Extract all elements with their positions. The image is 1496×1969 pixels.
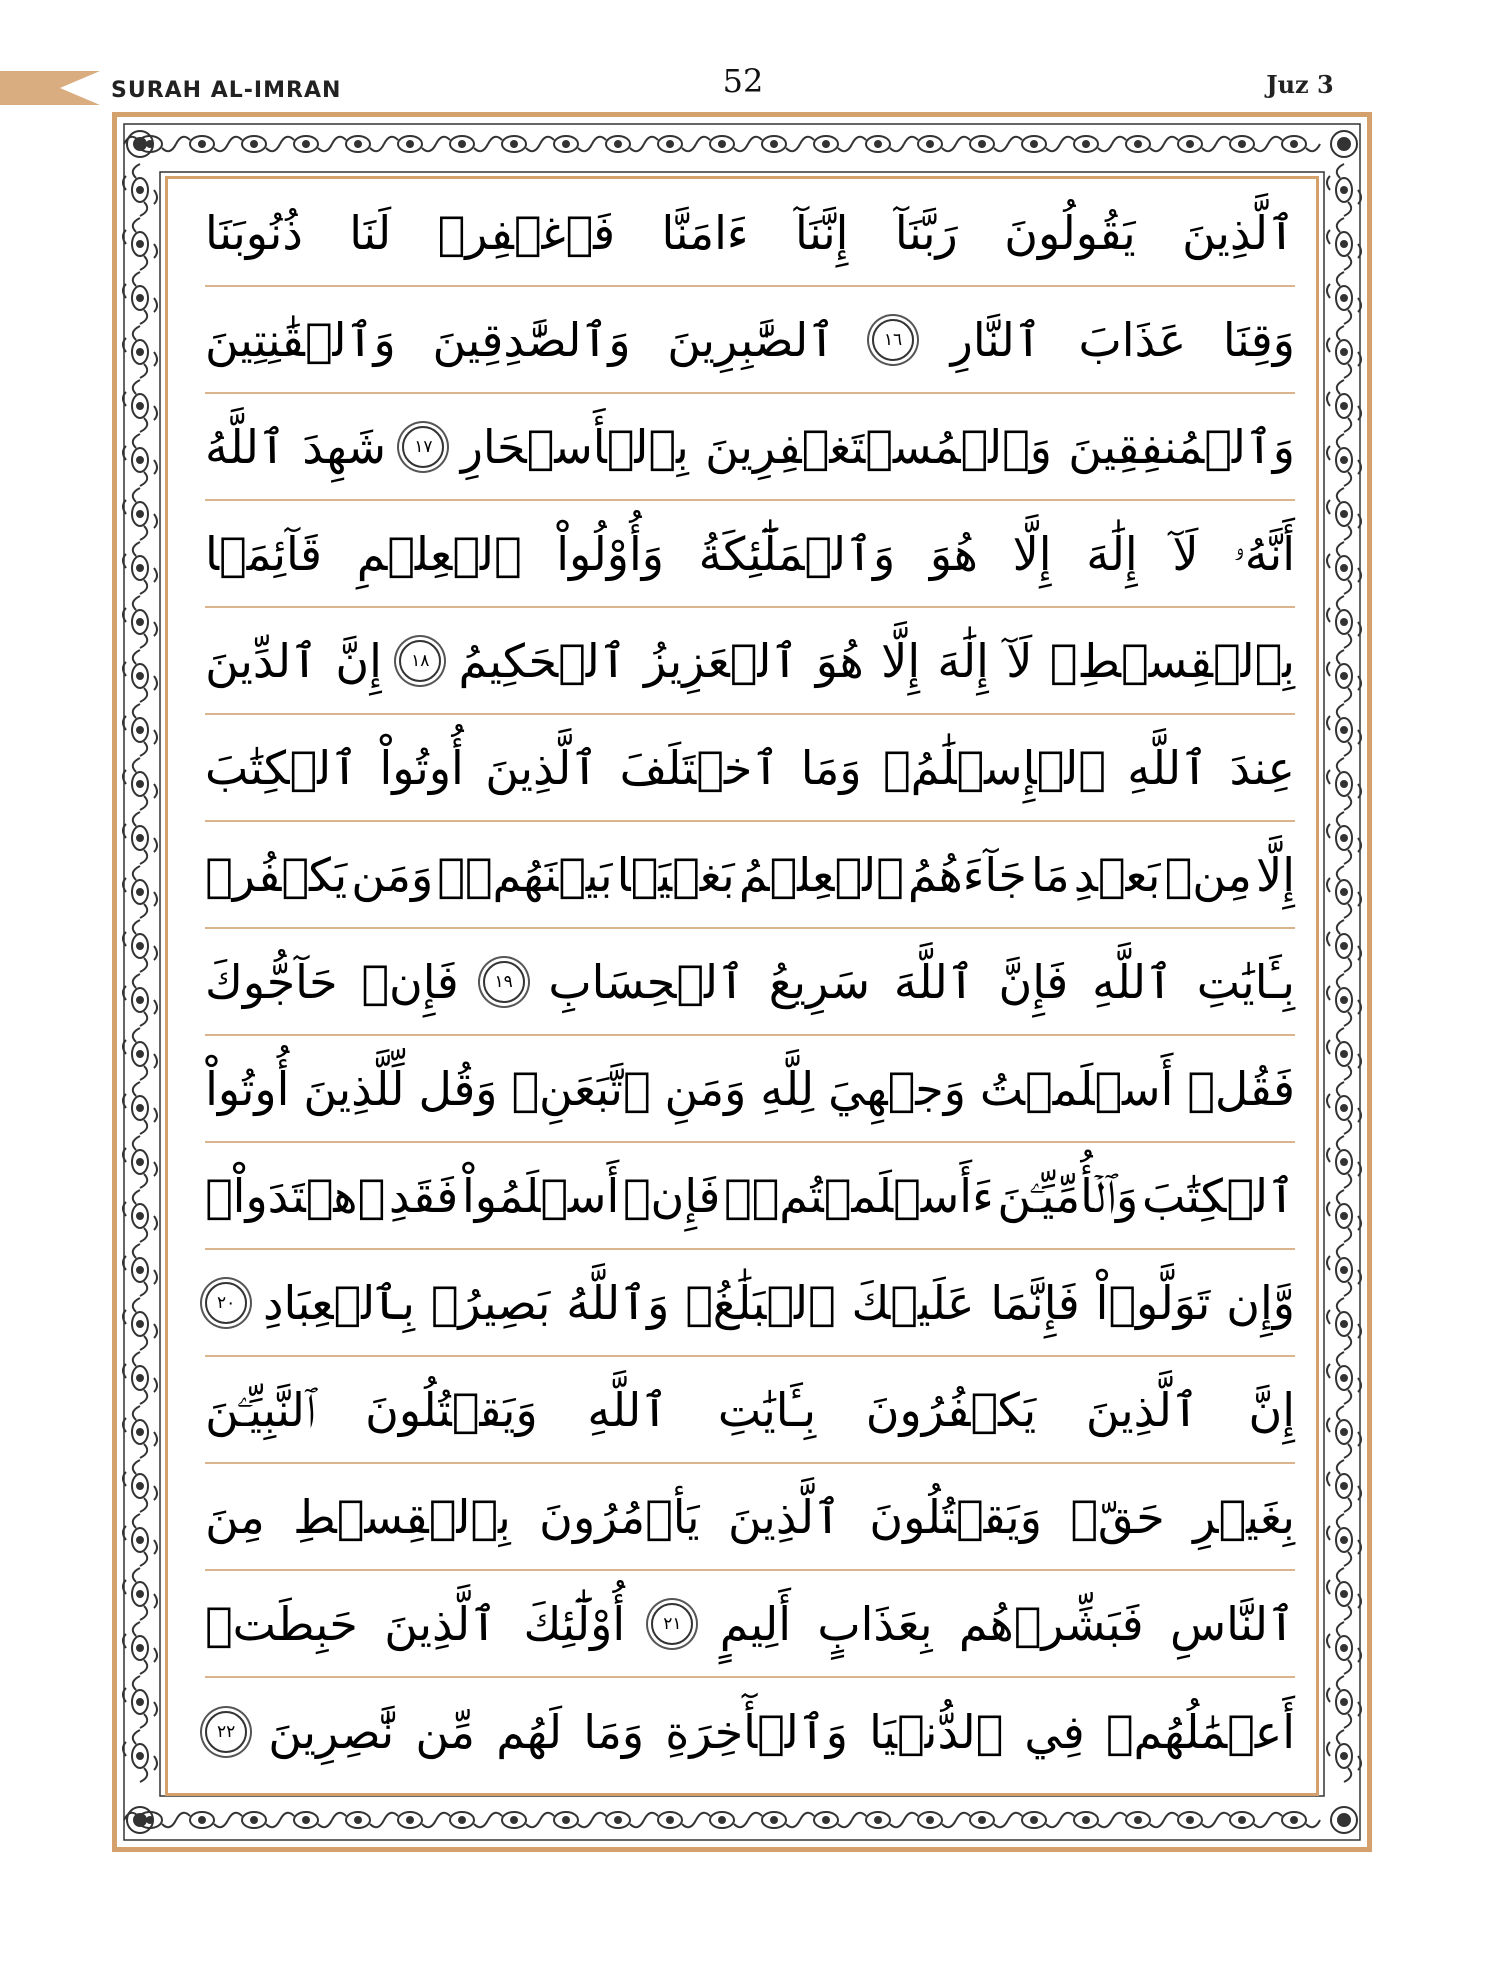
arabic-word: أَنَّهُۥ: [1233, 526, 1295, 581]
arabic-word: إِلَّا: [1255, 847, 1295, 902]
arabic-word: هُوَ: [929, 526, 978, 581]
juz-label: Juz 3: [1266, 70, 1334, 99]
arabic-word: ءَأَسۡلَمۡتُمۡۚ: [724, 1168, 994, 1223]
arabic-word: وَمَا: [800, 740, 862, 795]
text-line-2: [205, 287, 1295, 394]
arabic-word: ٱلنَّبِيِّـۧنَ: [205, 1382, 316, 1437]
text-line-13: [205, 1464, 1295, 1571]
arabic-word: ٱلَّذِينَ: [384, 1596, 498, 1651]
arabic-word: شَهِدَ: [302, 419, 387, 474]
text-line-11: [205, 1250, 1295, 1357]
arabic-word: ٱلۡكِتَٰبَ: [1141, 1168, 1295, 1223]
arabic-word: حَآجُّوكَ: [205, 954, 338, 1009]
text-line-1: [205, 180, 1295, 287]
arabic-word: فِي: [1024, 1704, 1085, 1759]
arabic-word: بِٱلۡأَسۡحَارِ: [460, 419, 689, 474]
text-line-9: [205, 1036, 1295, 1143]
arabic-word: عِندَ: [1229, 740, 1295, 795]
arabic-word: ٱللَّهِ: [1127, 740, 1209, 795]
arabic-word: ٱلۡإِسۡلَٰمُۗ: [883, 740, 1106, 795]
arabic-word: أُوتُواْ: [379, 740, 464, 795]
arabic-word: إِلَٰهَ: [1086, 526, 1138, 581]
ayah-number-marker: ١٧: [402, 426, 444, 468]
arabic-word: ٱلۡعِلۡمُ: [738, 847, 904, 902]
arabic-word: وَأُوْلُواْ: [556, 526, 664, 581]
arabic-word: ٱلۡعَزِيزُ: [644, 633, 799, 688]
arabic-word: ٱلدُّنۡيَا: [869, 1704, 1004, 1759]
arabic-word: أَلِيمٍ: [719, 1596, 792, 1651]
arabic-word: ٱلۡبَلَٰغُۗ: [685, 1275, 836, 1330]
arabic-word: فَقَدِ: [388, 1168, 459, 1223]
ayah-number-marker: ٢٠: [205, 1282, 247, 1324]
text-line-6: [205, 715, 1295, 822]
arabic-word: فَإِنَّمَا: [990, 1275, 1080, 1330]
arabic-word: عَذَابَ: [1078, 312, 1187, 367]
arabic-word: وَٱلصَّٰدِقِينَ: [432, 312, 631, 367]
arabic-word: وَمَنِ: [664, 1061, 747, 1116]
arabic-word: وَٱلۡأُمِّيِّـۧنَ: [997, 1168, 1139, 1223]
arabic-word: ٱلنَّاسِ: [1169, 1596, 1295, 1651]
arabic-word: ٱتَّبَعَنِۗ: [511, 1061, 651, 1116]
text-line-15: [205, 1678, 1295, 1785]
arabic-word: يَكۡفُرۡ: [205, 847, 348, 902]
arabic-word: وَيَقۡتُلُونَ: [365, 1382, 538, 1437]
arabic-word: ٱلَّذِينَ: [485, 740, 599, 795]
arabic-word: ٱلدِّينَ: [205, 633, 318, 688]
arabic-word: بَصِيرُۢ: [430, 1275, 551, 1330]
ayah-number-marker: ١٨: [399, 640, 441, 682]
text-line-12: [205, 1357, 1295, 1464]
arabic-word: إِنَّنَآ: [794, 205, 849, 260]
arabic-word: فَإِنۡ: [622, 1168, 721, 1223]
arabic-word: تَوَلَّوۡاْ: [1095, 1275, 1211, 1330]
arabic-word: وَيَقۡتُلُونَ: [869, 1489, 1042, 1544]
arabic-word: ٱهۡتَدَواْۖ: [205, 1168, 386, 1223]
arabic-word: ٱلۡكِتَٰبَ: [205, 740, 359, 795]
arabic-word: بِـَٔايَٰتِ: [717, 1382, 817, 1437]
arabic-word: جَآءَهُمُ: [907, 847, 1027, 902]
arabic-word: يَكۡفُرُونَ: [865, 1382, 1037, 1437]
arabic-word: وَٱلۡقَٰنِتِينَ: [205, 312, 396, 367]
arabic-word: وَجۡهِيَ: [828, 1061, 966, 1116]
arabic-word: رَبَّنَآ: [894, 205, 958, 260]
arabic-word: وَّإِن: [1226, 1275, 1295, 1330]
arabic-word: ٱلۡحَكِيمُ: [458, 633, 627, 688]
text-line-4: [205, 501, 1295, 608]
arabic-word: ٱلَّذِينَ: [1085, 1382, 1199, 1437]
ayah-number-marker: ١٦: [872, 319, 914, 361]
arabic-word: فَقُلۡ: [1187, 1061, 1295, 1116]
text-line-14: [205, 1571, 1295, 1678]
arabic-word: ٱللَّهِ: [587, 1382, 669, 1437]
arabic-word: ٱخۡتَلَفَ: [619, 740, 780, 795]
ayah-number-marker: ٢٢: [205, 1711, 247, 1753]
arabic-word: بِـَٔايَٰتِ: [1196, 954, 1295, 1009]
arabic-word: فَإِنَّ: [998, 954, 1069, 1009]
arabic-word: بِعَذَابٍ: [817, 1596, 933, 1651]
arabic-word: أُوْلَٰٓئِكَ: [523, 1596, 626, 1651]
arabic-word: إِلَّا: [881, 633, 921, 688]
arabic-word: فَٱغۡفِرۡ: [437, 205, 616, 260]
text-line-8: [205, 929, 1295, 1036]
arabic-word: ٱلۡحِسَابِ: [548, 954, 745, 1009]
arabic-word: مِّن: [415, 1704, 476, 1759]
quran-text-body: [205, 180, 1295, 1792]
arabic-word: أَسۡلَمۡتُ: [979, 1061, 1174, 1116]
arabic-word: بِٱلۡقِسۡطِ: [293, 1489, 511, 1544]
arabic-word: بَغۡيَۢا: [616, 847, 735, 902]
arabic-word: قَآئِمَۢا: [205, 526, 323, 581]
arabic-word: وَمَن: [351, 847, 434, 902]
arabic-word: بِٱلۡعِبَادِ: [262, 1275, 415, 1330]
arabic-word: فَإِنۡ: [361, 954, 459, 1009]
arabic-word: هُوَ: [815, 633, 864, 688]
arabic-word: مِنَ: [205, 1489, 265, 1544]
arabic-word: وَٱلۡأٓخِرَةِ: [665, 1704, 848, 1759]
arabic-word: فَبَشِّرۡهُم: [958, 1596, 1144, 1651]
arabic-word: حَبِطَتۡ: [205, 1596, 358, 1651]
arabic-word: إِنَّ: [1248, 1382, 1295, 1437]
text-line-10: [205, 1143, 1295, 1250]
arabic-word: نَّٰصِرِينَ: [268, 1704, 395, 1759]
text-line-3: [205, 394, 1295, 501]
arabic-word: ذُنُوبَنَا: [205, 205, 303, 260]
ayah-number-marker: ١٩: [483, 961, 525, 1003]
arabic-word: لِلَّهِ: [760, 1061, 815, 1116]
arabic-word: سَرِيعُ: [768, 954, 871, 1009]
arabic-word: أَعۡمَٰلُهُمۡ: [1105, 1704, 1295, 1759]
arabic-word: أُوتُواْ: [205, 1061, 290, 1116]
arabic-word: إِلَٰهَ: [937, 633, 989, 688]
header-tab-marker: [0, 71, 100, 105]
arabic-word: بِٱلۡقِسۡطِۚ: [1049, 633, 1295, 688]
arabic-word: وَٱلۡمَلَٰٓئِكَةُ: [698, 526, 896, 581]
text-line-5: [205, 608, 1295, 715]
arabic-word: وَٱلۡمُنفِقِينَ: [1068, 419, 1295, 474]
page-number: 52: [722, 62, 764, 100]
arabic-word: ٱلۡعِلۡمِ: [356, 526, 522, 581]
arabic-word: لَآ: [1006, 633, 1033, 688]
arabic-word: إِلَّا: [1012, 526, 1052, 581]
arabic-word: ٱلَّذِينَ: [728, 1489, 841, 1544]
arabic-word: لَنَا: [349, 205, 392, 260]
surah-name: SURAH AL-IMRAN: [111, 78, 342, 103]
arabic-word: ٱلنَّارِ: [950, 312, 1042, 367]
arabic-word: حَقّٖ: [1070, 1489, 1165, 1544]
arabic-word: بَعۡدِ: [1073, 847, 1161, 902]
arabic-word: وَٱللَّهُ: [566, 1275, 670, 1330]
arabic-word: ٱللَّهُ: [205, 419, 286, 474]
arabic-word: وَمَا: [583, 1704, 645, 1759]
arabic-word: ٱلصَّٰبِرِينَ: [667, 312, 836, 367]
arabic-word: ٱلَّذِينَ: [1182, 205, 1295, 260]
arabic-word: لَآ: [1172, 526, 1199, 581]
arabic-word: مَا: [1030, 847, 1070, 902]
arabic-word: ءَامَنَّا: [661, 205, 749, 260]
arabic-word: أَسۡلَمُواْ: [461, 1168, 620, 1223]
arabic-word: يَقُولُونَ: [1004, 205, 1136, 260]
arabic-word: عَلَيۡكَ: [851, 1275, 975, 1330]
arabic-word: إِنَّ: [335, 633, 382, 688]
arabic-word: لِّلَّذِينَ: [303, 1061, 405, 1116]
arabic-word: يَأۡمُرُونَ: [539, 1489, 700, 1544]
arabic-word: بَيۡنَهُمۡۗ: [437, 847, 613, 902]
ayah-number-marker: ٢١: [651, 1603, 693, 1645]
arabic-word: وَقُل: [418, 1061, 498, 1116]
text-line-7: [205, 822, 1295, 929]
arabic-word: بِغَيۡرِ: [1193, 1489, 1295, 1544]
arabic-word: مِنۢ: [1164, 847, 1252, 902]
arabic-word: ٱللَّهَ: [893, 954, 975, 1009]
arabic-word: وَقِنَا: [1222, 312, 1295, 367]
arabic-word: ٱللَّهِ: [1092, 954, 1173, 1009]
arabic-word: وَٱلۡمُسۡتَغۡفِرِينَ: [705, 419, 1052, 474]
arabic-word: لَهُم: [496, 1704, 563, 1759]
